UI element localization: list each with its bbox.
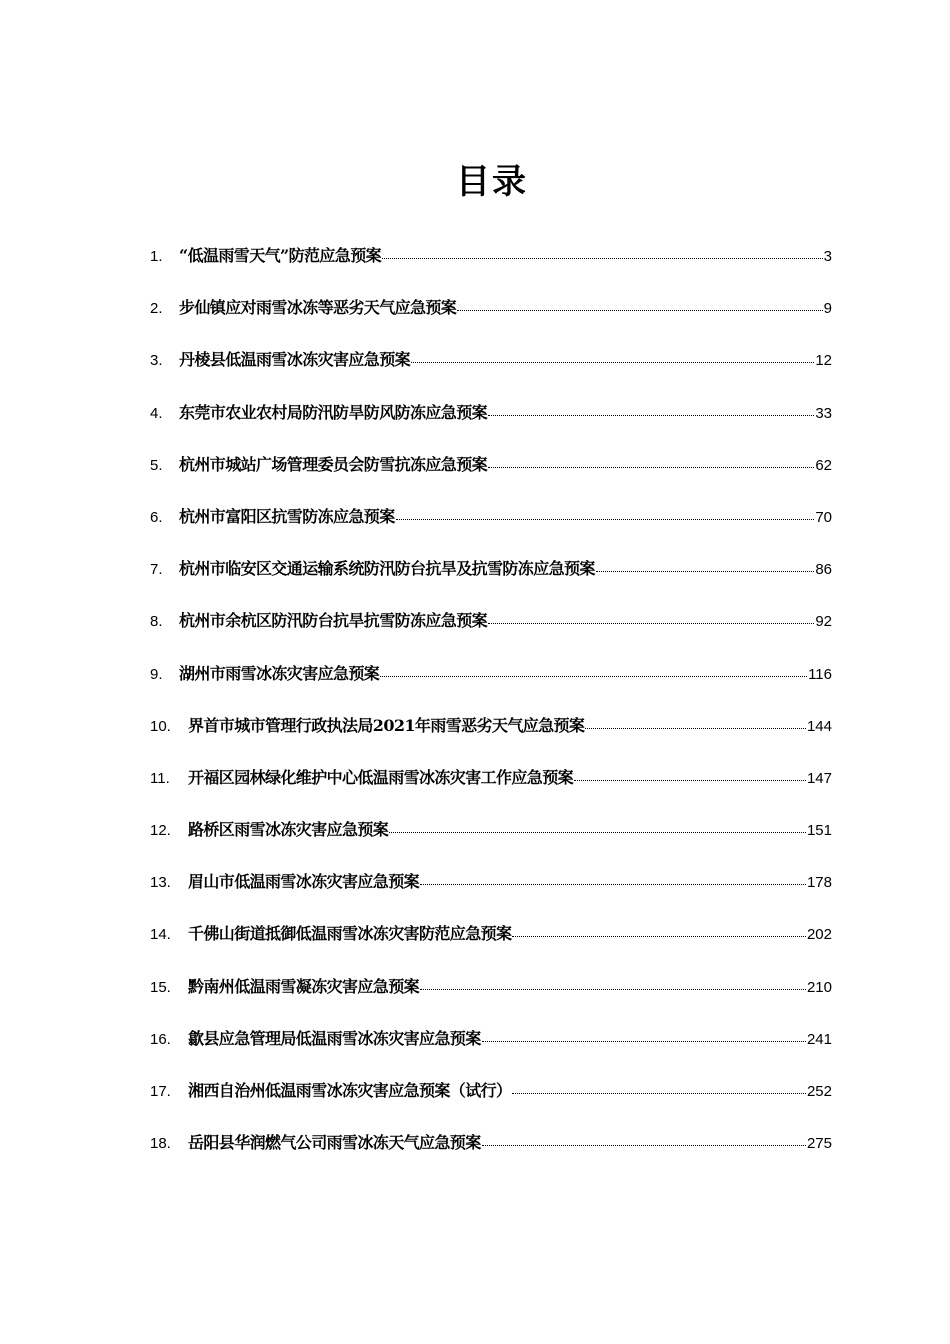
toc-entry-title[interactable]: 步仙镇应对雨雪冰冻等恶劣天气应急预案: [179, 298, 457, 318]
toc-entry[interactable]: [150, 449, 832, 501]
toc-entry-title[interactable]: 路桥区雨雪冰冻灾害应急预案: [188, 820, 389, 840]
dot-leader: [596, 571, 815, 572]
toc-entry[interactable]: [150, 710, 832, 762]
toc-entry-page: 3: [823, 248, 832, 265]
toc-entry[interactable]: [150, 553, 832, 605]
toc-entry-number: 7.: [150, 561, 163, 579]
toc-entry-page: 33: [815, 404, 832, 422]
toc-entry-number: 8.: [150, 613, 163, 631]
toc-entry-number: 4.: [150, 404, 163, 422]
toc-entry-title[interactable]: 杭州市余杭区防汛防台抗旱抗雪防冻应急预案: [179, 611, 488, 631]
toc-entry-title[interactable]: 丹棱县低温雨雪冰冻灾害应急预案: [179, 350, 411, 370]
toc-entry-page: 252: [806, 1083, 832, 1100]
toc-entry-number: 1.: [150, 248, 163, 265]
toc-entry-number: 11.: [150, 769, 170, 787]
toc-list: [150, 240, 832, 1179]
toc-entry[interactable]: [150, 814, 832, 866]
toc-entry-title[interactable]: 眉山市低温雨雪冰冻灾害应急预案: [188, 872, 420, 892]
toc-entry[interactable]: [150, 1127, 832, 1179]
toc-entry[interactable]: [150, 397, 832, 449]
toc-entry-title[interactable]: 杭州市富阳区抗雪防冻应急预案: [179, 506, 395, 526]
toc-entry-number: 17.: [150, 1083, 171, 1100]
toc-entry[interactable]: [150, 292, 832, 344]
dot-leader: [512, 936, 806, 937]
toc-entry-page: 151: [806, 822, 832, 840]
toc-entry-page: 116: [808, 665, 832, 683]
dot-leader: [420, 884, 806, 885]
toc-entry[interactable]: [150, 762, 832, 814]
toc-entry-title[interactable]: 开福区园林绿化维护中心低温雨雪冰冻灾害工作应急预案: [188, 767, 574, 787]
dot-leader: [512, 1093, 806, 1094]
toc-entry-page: 9: [823, 300, 832, 318]
toc-entry-page: 70: [815, 508, 832, 526]
toc-entry[interactable]: [150, 240, 832, 292]
dot-leader: [482, 1041, 806, 1042]
dot-leader: [411, 362, 814, 363]
toc-entry[interactable]: [150, 344, 832, 396]
toc-entry[interactable]: [150, 1075, 832, 1127]
toc-entry[interactable]: [150, 1023, 832, 1075]
dot-leader: [382, 258, 823, 259]
toc-entry[interactable]: [150, 605, 832, 657]
toc-entry-title[interactable]: 岳阳县华润燃气公司雨雪冰冻天气应急预案: [188, 1133, 481, 1153]
toc-entry-number: 15.: [150, 978, 171, 996]
toc-entry-page: 62: [815, 456, 832, 474]
toc-entry-number: 13.: [150, 874, 171, 892]
toc-entry-number: 6.: [150, 508, 163, 526]
dot-leader: [389, 832, 806, 833]
toc-entry-number: 5.: [150, 456, 163, 474]
dot-leader: [380, 676, 807, 677]
toc-entry-title[interactable]: 杭州市临安区交通运输系统防汛防台抗旱及抗雪防冻应急预案: [179, 559, 595, 579]
toc-entry-title[interactable]: 界首市城市管理行政执法局2021年雨雪恶劣天气应急预案: [188, 715, 585, 735]
toc-entry-number: 18.: [150, 1135, 171, 1153]
dot-leader: [574, 780, 806, 781]
toc-entry-page: 86: [815, 561, 832, 579]
toc-entry[interactable]: [150, 501, 832, 553]
toc-entry-title[interactable]: 湖州市雨雪冰冻灾害应急预案: [179, 663, 380, 683]
toc-entry-number: 14.: [150, 926, 171, 944]
toc-entry-number: 16.: [150, 1030, 171, 1048]
dot-leader: [482, 1145, 806, 1146]
toc-entry-page: 12: [815, 352, 832, 370]
toc-entry-number: 9.: [150, 665, 163, 683]
toc-entry-title[interactable]: 黔南州低温雨雪凝冻灾害应急预案: [188, 976, 420, 996]
toc-entry-number: 2.: [150, 300, 163, 318]
toc-entry-title[interactable]: 东莞市农业农村局防汛防旱防风防冻应急预案: [179, 402, 488, 422]
toc-entry-page: 210: [806, 978, 832, 996]
toc-entry[interactable]: [150, 971, 832, 1023]
dot-leader: [396, 519, 815, 520]
dot-leader: [457, 310, 822, 311]
page-title: 目录: [456, 162, 528, 202]
toc-entry-page: 92: [815, 613, 832, 631]
dot-leader: [420, 989, 806, 990]
toc-entry-page: 241: [806, 1030, 832, 1048]
toc-entry-page: 275: [806, 1135, 832, 1153]
toc-entry-number: 3.: [150, 352, 163, 370]
toc-entry-title[interactable]: 湘西自治州低温雨雪冰冻灾害应急预案（试行）: [188, 1081, 512, 1100]
toc-entry-title[interactable]: 千佛山街道抵御低温雨雪冰冻灾害防范应急预案: [188, 924, 512, 944]
toc-entry[interactable]: [150, 918, 832, 970]
toc-entry-title[interactable]: 杭州市城站广场管理委员会防雪抗冻应急预案: [179, 454, 488, 474]
toc-entry-title[interactable]: “低温雨雪天气”防范应急预案: [179, 246, 382, 265]
toc-entry-number: 10.: [150, 717, 171, 735]
toc-entry-page: 147: [806, 769, 832, 787]
toc-entry-page: 202: [806, 926, 832, 944]
toc-entry-number: 12.: [150, 822, 171, 840]
dot-leader: [488, 467, 814, 468]
dot-leader: [488, 415, 814, 416]
dot-leader: [488, 623, 814, 624]
toc-entry-title[interactable]: 歙县应急管理局低温雨雪冰冻灾害应急预案: [188, 1028, 481, 1048]
toc-entry-page: 144: [806, 717, 832, 735]
toc-entry[interactable]: [150, 866, 832, 918]
toc-entry[interactable]: [150, 658, 832, 710]
dot-leader: [585, 728, 806, 729]
toc-entry-page: 178: [806, 874, 832, 892]
